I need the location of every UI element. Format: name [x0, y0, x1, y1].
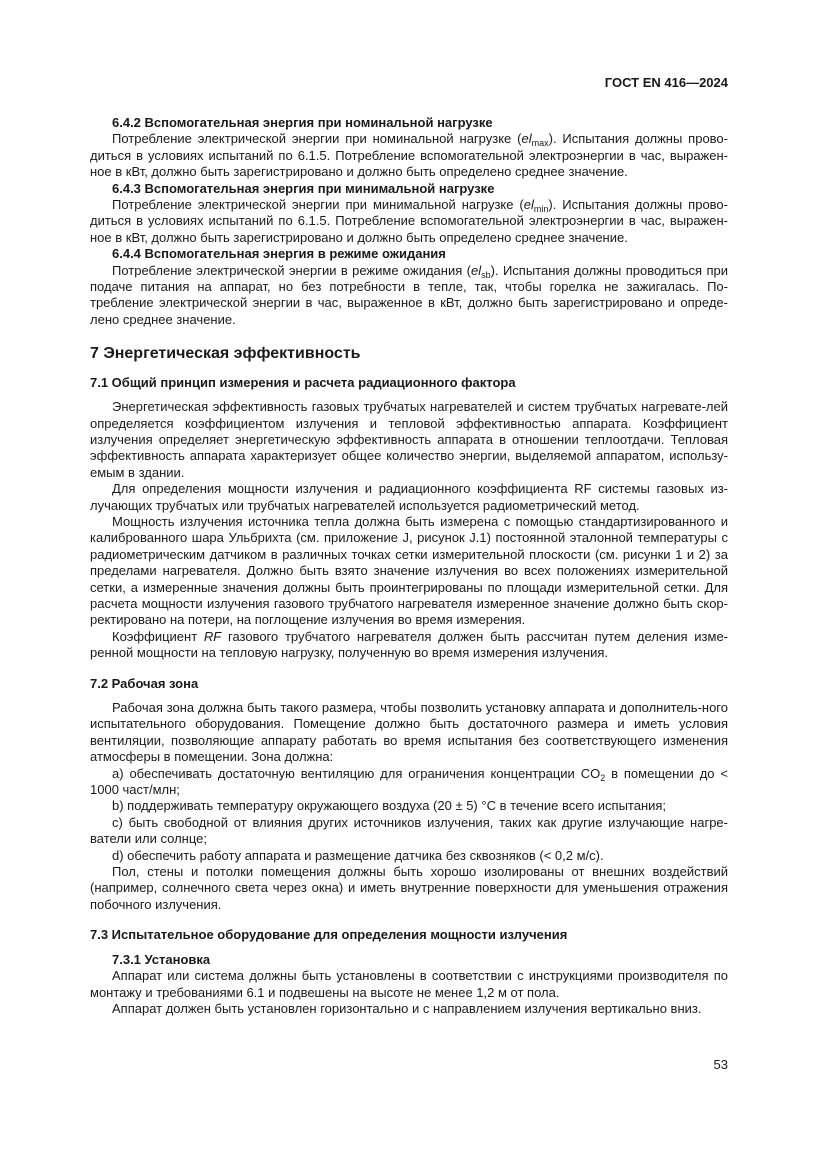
para-7-1-3: Мощность излучения источника тепла должна быть измерена с помощью стандартизированного и калиброванного шара Ульбрихта (см. приложение J, рисунок J.1) постоянной эталонной температуры с радиометрическим датчиком в различных точках сетки измерительной плоскости (см. рисунки 1 и 2) за пределами нагревателя. Должно быть взято значение излучения во всех положениях измерительной сетки, а измеренные значения должны быть проинтегрированы по площади измерительной сетки. Для расчета мощности излучения газового трубчатого нагревателя измеренное значение должно быть скор-ректировано на потери, на поглощение излучения во время измерения.	[90, 513, 728, 628]
document-body	[90, 115, 728, 1017]
para-7-2-2: Пол, стены и потолки помещения должны быть хорошо изолированы от внешних воздействий (например, солнечного света через окна) и иметь внутренние поверхности для уменьшения отражения побочного излучения.	[90, 864, 728, 912]
para-6-4-2: Потребление электрической энергии при номинальной нагрузке $(el_{max})$. Испытания должны прово-диться в условиях испытаний по 6.1.5. Потребление вспомогательной электроэнергии в час, выражен-ное в кВт, должно быть зарегистрировано и должно быть определено среднее значение.	[90, 131, 728, 180]
heading-7-3: 7.3 Испытательное оборудование для определения мощности излучения	[90, 927, 568, 943]
heading-6-4-3: 6.4.3 Вспомогательная энергия при минимальной нагрузке	[112, 180, 495, 196]
list-item-b: b) поддерживать температуру окружающего воздуха (20 ± 5) °С в течение всего испытания;	[112, 798, 667, 814]
para-7-1-4: Коэффициент RF газового трубчатого нагревателя должен быть рассчитан путем деления изме-ренной мощности на тепловую нагрузку, полученную во время измерения излучения.	[90, 628, 729, 661]
heading-6-4-4: 6.4.4 Вспомогательная энергия в режиме ожидания	[112, 246, 446, 262]
heading-7-1: 7.1 Общий принцип измерения и расчета радиационного фактора	[90, 374, 516, 390]
heading-7-3-1: 7.3.1 Установка	[112, 951, 211, 967]
para-7-1-1: Энергетическая эффективность газовых трубчатых нагревателей и систем трубчатых нагревате-лей определяется коэффициентом излучения и тепловой эффективностью аппарата. Коэффициент излучения определяет энергетическую эффективность аппарата в отношении теплоотдачи. Тепловая эффективность аппарата характеризует общее количество энергии, выделяемой аппаратом, использу-емым в здании.	[90, 399, 728, 480]
list-item-c: c) быть свободной от влияния других источников излучения, таких как другие излучающие нагре-ватели или солнце;	[90, 814, 728, 847]
page-number: 53	[713, 1057, 728, 1072]
heading-7-2: 7.2 Рабочая зона	[90, 675, 199, 691]
para-6-4-3: Потребление электрической энергии при минимальной нагрузке $(el_{min})$. Испытания должны прово-диться в условиях испытаний по 6.1.5. Потребление вспомогательной электроэнергии в час, выражен-ное в кВт, должно быть зарегистрировано и должно быть определено среднее значение.	[90, 197, 728, 245]
para-7-3-1-1: Аппарат или система должны быть установлены в соответствии с инструкциями производителя по монтажу и требованиями 6.1 и подвешены на высоте не менее 1,2 м от пола.	[90, 968, 728, 1000]
para-7-2-1: Рабочая зона должна быть такого размера, чтобы позволить установку аппарата и дополнитель-ного испытательного оборудования. Помещение должно быть достаточного размера и иметь условия вентиляции, позволяющие аппарату работать во время испытания без соответствующего изменения атмосферы в помещении. Зона должна:	[90, 700, 728, 765]
para-7-3-1-2: Аппарат должен быть установлен горизонтально и с направлением излучения вертикально вниз.	[112, 1000, 702, 1016]
para-6-4-4: Потребление электрической энергии в режиме ожидания $(el_{sb})$. Испытания должны проводиться при подаче питания на аппарат, но без потребности в тепле, так, чтобы горелка не зажигалась. По-требление электрической энергии в час, выраженное в кВт, должно быть зарегистрировано и опреде-лено среднее значение.	[90, 262, 728, 327]
para-7-1-2: Для определения мощности излучения и радиационного коэффициента RF системы газовых из-лучающих трубчатых или трубчатых нагревателей используется радиометрический метод.	[90, 481, 728, 513]
heading-6-4-2: 6.4.2 Вспомогательная энергия при номинальной нагрузке	[112, 115, 493, 130]
heading-7: 7 Энергетическая эффективность	[90, 345, 361, 363]
document-header: ГОСТ EN 416—2024	[604, 75, 728, 90]
list-item-d: d) обеспечить работу аппарата и размещение датчика без сквозняков (< 0,2 м/с).	[112, 847, 604, 863]
list-item-a: a) обеспечивать достаточную вентиляцию для ограничения концентрации $CO_2$ в помещении до < 1000 част/млн;	[90, 765, 728, 798]
